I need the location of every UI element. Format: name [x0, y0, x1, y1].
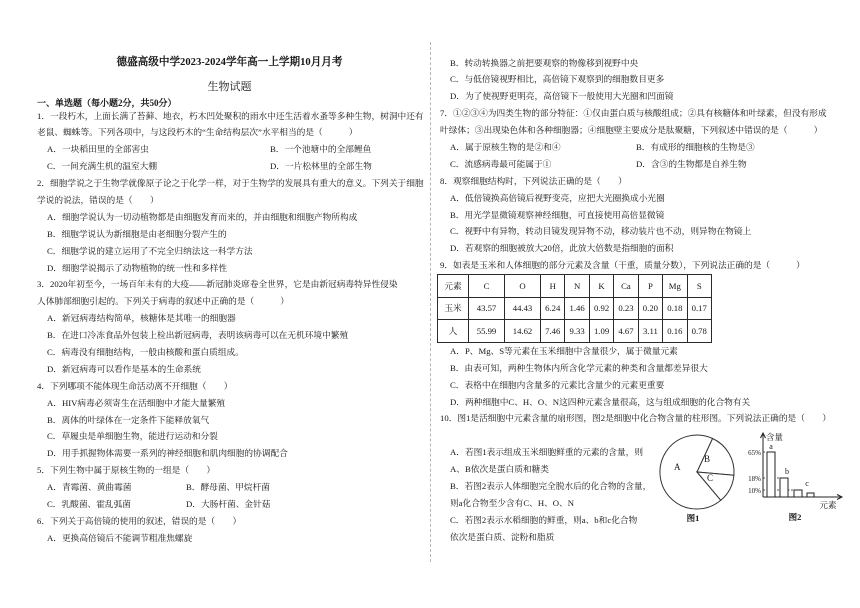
question-stem-line: 3．2020年初至今，一场百年未有的大疫——新冠肺炎席卷全世界，它是由新冠病毒特异性侵染 — [37, 279, 398, 290]
table-cell: 0.17 — [687, 297, 711, 320]
x-axis-label: 元素 — [819, 500, 837, 510]
question-8 — [440, 173, 840, 257]
option-d: D．若观察的细胞被放大20倍，此放大倍数是指细胞的面积 — [450, 243, 674, 254]
question-stem-line: 4．下列哪项不能体现生命活动离不开细胞（ ） — [37, 380, 233, 391]
bar-label-c: c — [805, 479, 809, 488]
question-stem-line: 老鼠、蜘蛛等。下列各项中，与这段朽木的“生命结构层次”水平相当的是（ ） — [37, 127, 358, 138]
pie-label-c: C — [707, 473, 714, 483]
y-tick-label: 65% — [748, 449, 761, 457]
question-stem-line: 10．图1是活细胞中元素含量的扇形图，图2是细胞中化合物含量的柱形图。下列说法正确的是（ ） — [440, 413, 831, 424]
exam-subtitle: 生物试题 — [207, 81, 252, 93]
question-5 — [37, 462, 425, 513]
option-row — [37, 158, 425, 175]
option-b: B．在进口冷冻食品外包装上检出新冠病毒，表明该病毒可以在无机环境中繁殖 — [47, 330, 349, 341]
table-cell: 44.43 — [505, 297, 541, 320]
option-d: D．一片松林里的全部生物 — [270, 161, 372, 172]
option-a: A．P、Mg、S等元素在玉米细胞中含量很少，属于微量元素 — [450, 345, 678, 356]
option-c: C．表格中在细胞内含量多的元素比含量少的元素更重要 — [450, 379, 665, 390]
option-c: C．流感病毒最可能属于① — [450, 158, 552, 169]
element-content-table — [437, 274, 712, 343]
exam-title: 德盛高级中学2023-2024学年高一上学期10月月考 — [116, 57, 343, 68]
question-6 — [37, 513, 425, 547]
table-cell: 0.20 — [638, 297, 662, 320]
table-cell: 0.18 — [663, 297, 687, 320]
question-stem-line: 7．①②③④为四类生物的部分特征：①仅由蛋白质与核酸组成；②具有核糖体和叶绿素，但没有形成 — [440, 108, 827, 119]
table-cell: 6.24 — [541, 297, 565, 320]
option-d: D．为了使视野更明亮，高倍镜下一般使用大光圈和凹面镜 — [450, 91, 674, 102]
option-row — [440, 139, 840, 156]
option-c: C．与低倍镜视野相比，高倍镜下观察到的细胞数目更多 — [450, 74, 665, 85]
question-stem-line: 9．如表是玉米和人体细胞的部分元素及含量（干重，质量分数），下列说法正确的是（ ） — [440, 260, 805, 271]
table-header-cell: Mg — [663, 275, 687, 298]
option-c: C．病毒没有细胞结构，一般由核酸和蛋白质组成。 — [47, 346, 244, 357]
table-cell: 55.99 — [469, 320, 505, 343]
table-row — [438, 297, 712, 320]
pie-label-b: B — [704, 454, 711, 464]
option-a: A．更换高倍镜后不能调节粗准焦螺旋 — [47, 532, 193, 543]
y-tick-label: 18% — [748, 475, 761, 483]
table-cell: 7.46 — [541, 320, 565, 343]
option-c: C．一间充满生机的温室大棚 — [47, 161, 158, 172]
option-a: A．青霉菌、黄曲霉菌 — [47, 482, 132, 493]
option-row — [37, 479, 425, 496]
option-a: A．一块稻田里的全部害虫 — [47, 144, 149, 155]
y-axis-label: 含量 — [766, 432, 784, 442]
table-cell: 1.46 — [565, 297, 589, 320]
option-c: C．乳酸菌、霍乱弧菌 — [47, 498, 131, 509]
table-header-row — [438, 275, 712, 298]
option-row — [37, 496, 425, 513]
bar-c — [794, 490, 802, 497]
bar-label-b: b — [785, 467, 789, 476]
bar-b — [780, 478, 788, 497]
option-c: C．若图2表示水稻细胞的鲜重，则a、b和c化合物 — [450, 514, 638, 525]
option-c: C．视野中有异物，转动目镜发现异物不动，移动装片也不动，则异物在物镜上 — [450, 226, 752, 237]
bar-small — [807, 493, 814, 497]
table-header-cell: C — [469, 275, 505, 298]
option-b: B．用光学显微镜观察神经细胞，可直接使用高倍显微镜 — [450, 209, 665, 220]
figure-1-caption: 图1 — [686, 513, 700, 523]
question-stem-line: 6．下列关于高倍镜的使用的叙述，错误的是（ ） — [37, 515, 242, 526]
table-cell: 3.11 — [638, 320, 662, 343]
question-6-continued — [440, 55, 840, 106]
bar-label-a: a — [769, 442, 773, 451]
question-7 — [440, 105, 840, 173]
question-1 — [37, 108, 425, 176]
left-column — [37, 108, 425, 547]
option-a: A．低倍镜换高倍镜后视野变亮，应把大光圈换成小光圈 — [450, 192, 665, 203]
table-cell: 43.57 — [469, 297, 505, 320]
table-row — [438, 320, 712, 343]
question-stem-line: 学说的说法，错误的是（ ） — [37, 194, 159, 205]
option-a: A．新冠病毒结构简单，核糖体是其唯一的细胞器 — [47, 313, 236, 324]
table-header-cell: Ca — [614, 275, 638, 298]
option-a-continued: A、B依次是蛋白质和糖类 — [450, 464, 549, 475]
table-header-cell: P — [638, 275, 662, 298]
table-row-label: 玉米 — [438, 297, 469, 320]
option-b: B．由表可知，两种生物体内所含化学元素的种类和含量都差异很大 — [450, 362, 708, 373]
figure-1-pie-chart — [655, 430, 740, 525]
option-a: A．HIV病毒必须寄生在活细胞中才能大量繁殖 — [47, 397, 226, 408]
table-cell: 0.16 — [663, 320, 687, 343]
question-stem-line: 叶绿体；③出现染色体和各种细胞器；④细胞壁主要成分是肽聚糖，下列叙述中错误的是（ ） — [440, 125, 823, 136]
table-header-cell: K — [589, 275, 613, 298]
option-b: B．一个池塘中的全部鲤鱼 — [270, 144, 372, 155]
question-stem-line: 人体肺部细胞引起的。下列关于病毒的叙述中正确的是（ ） — [37, 296, 289, 307]
table-header-cell: 元素 — [438, 275, 469, 298]
option-row — [37, 141, 425, 158]
y-tick-label: 10% — [748, 487, 761, 495]
option-c: C．细胞学说的建立运用了不完全归纳法这一科学方法 — [47, 245, 253, 256]
option-b: B．若图2表示人体细胞完全脱水后的化合物的含量， — [450, 480, 652, 491]
option-row — [440, 156, 840, 173]
option-a: A．属于原核生物的是②和④ — [450, 141, 561, 152]
table-cell: 1.09 — [589, 320, 613, 343]
question-stem-line: 1．一段朽木，上面长满了苔藓、地衣，朽木凹处聚积的雨水中还生活着水蚤等多种生物，树洞中还有 — [37, 110, 424, 121]
bar-a — [767, 452, 775, 497]
question-stem-line: 2．细胞学说之于生物学就像原子论之于化学一样，对于生物学的发展具有重大的意义。下列关于细胞 — [37, 178, 424, 189]
table-cell: 14.62 — [505, 320, 541, 343]
table-cell: 0.78 — [687, 320, 711, 343]
option-d: D．两种细胞中C、H、O、N这四种元素含量很高，这与组成细胞的化合物有关 — [450, 396, 751, 407]
option-b: B．酵母菌、甲烷杆菌 — [186, 482, 270, 493]
option-c: C．草履虫是单细胞生物，能进行运动和分裂 — [47, 431, 218, 442]
option-d: D．用手抓握物体需要一系列的神经细胞和肌肉细胞的协调配合 — [47, 448, 288, 459]
table-header-cell: N — [565, 275, 589, 298]
option-d: D．含③的生物都是自养生物 — [636, 158, 747, 169]
table-cell: 4.67 — [614, 320, 638, 343]
section-heading: 一、单选题（每小题2分，共50分） — [37, 98, 177, 108]
option-a: A．细胞学说认为一切动植物都是由细胞发育而来的，并由细胞和细胞产物所构成 — [47, 211, 358, 222]
table-cell: 9.33 — [565, 320, 589, 343]
figure-2-caption: 图2 — [788, 512, 802, 522]
question-3 — [37, 276, 425, 377]
table-header-cell: H — [541, 275, 565, 298]
question-9 — [440, 257, 840, 410]
option-a: A．若图1表示组成玉米细胞鲜重的元素的含量，则 — [450, 447, 644, 458]
figure-2-bar-chart — [742, 428, 852, 524]
option-d: D．大肠杆菌、金针菇 — [186, 498, 271, 509]
option-b: B．有成形的细胞核的生物是③ — [636, 141, 755, 152]
table-row-label: 人 — [438, 320, 469, 343]
question-stem-line: 5．下列生物中属于原核生物的一组是（ ） — [37, 465, 216, 476]
column-divider — [430, 42, 431, 562]
option-b: B．离体的叶绿体在一定条件下能释放氧气 — [47, 414, 210, 425]
table-cell: 0.92 — [589, 297, 613, 320]
question-4 — [37, 378, 425, 462]
option-b: B．细胞学说认为新细胞是由老细胞分裂产生的 — [47, 228, 227, 239]
question-stem-line: 8．观察细胞结构时，下列说法正确的是（ ） — [440, 175, 627, 186]
option-d: D．细胞学说揭示了动物植物的统一性和多样性 — [47, 262, 228, 273]
option-d: D．新冠病毒可以看作是基本的生命系统 — [47, 363, 201, 374]
question-2 — [37, 175, 425, 276]
pie-label-a: A — [674, 462, 681, 472]
option-b: B．转动转换器之前把要观察的物像移到视野中央 — [450, 57, 639, 68]
table-cell: 0.23 — [614, 297, 638, 320]
option-b-continued: 则a化合物至少含有C、H、O、N — [450, 497, 575, 508]
option-c-continued: 依次是蛋白质、淀粉和脂质 — [450, 531, 555, 542]
table-header-cell: O — [505, 275, 541, 298]
table-header-cell: S — [687, 275, 711, 298]
